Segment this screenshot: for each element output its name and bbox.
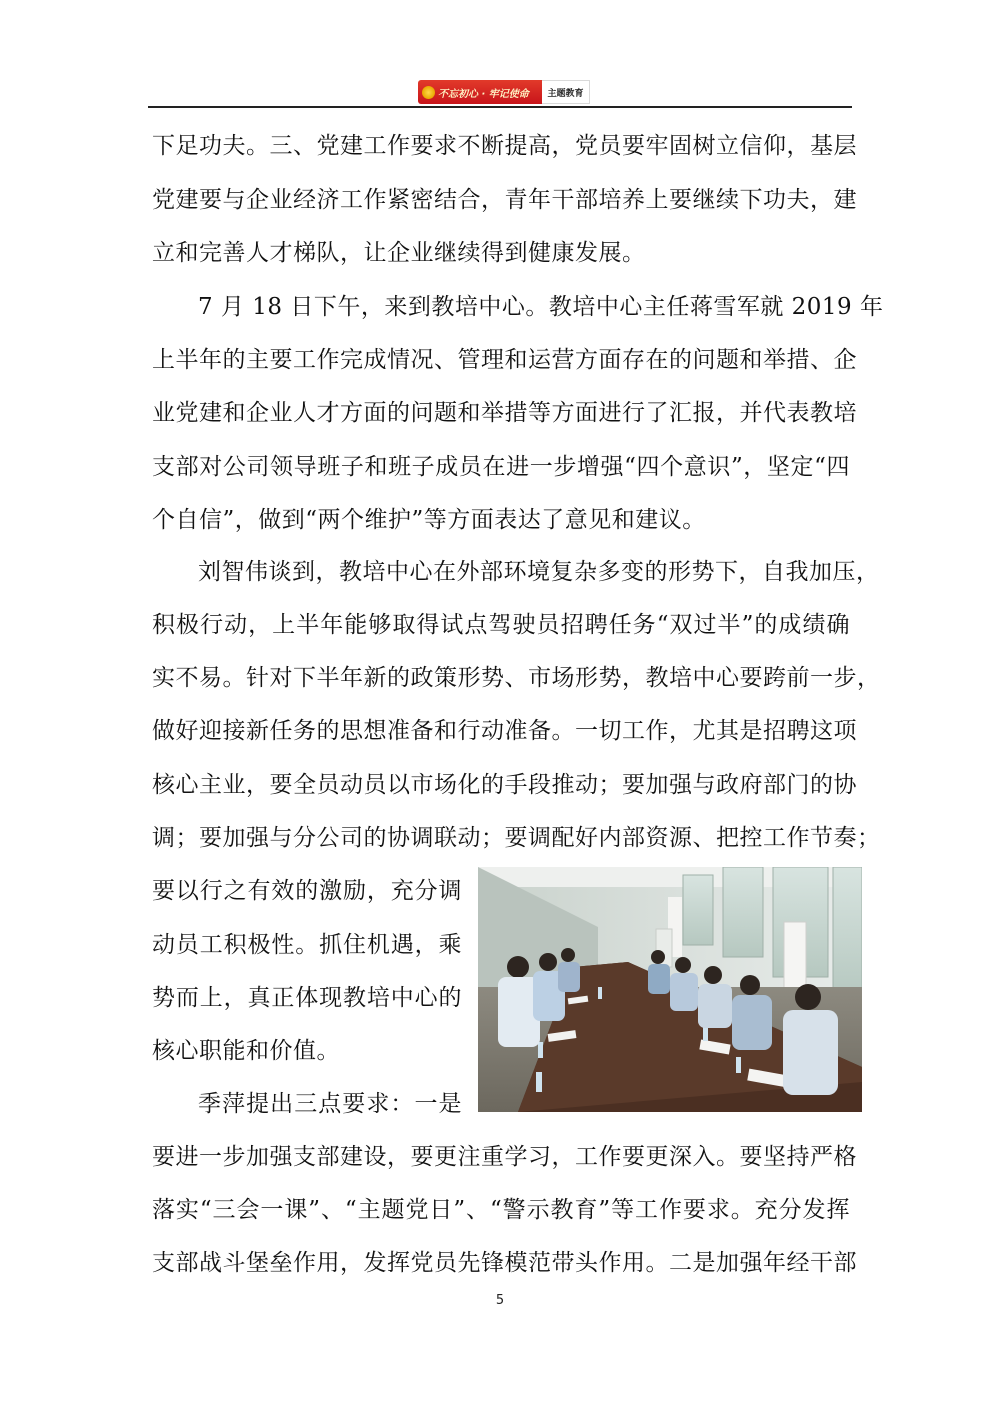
- text-line: 动员工积极性。抓住机遇，乘: [152, 932, 462, 958]
- banner-tag: 主题教育: [542, 80, 590, 104]
- text-line: 个自信”，做到“两个维护”等方面表达了意见和建议。: [152, 507, 706, 533]
- text-line: 积极行动，上半年能够取得试点驾驶员招聘任务“双过半”的成绩确: [152, 612, 850, 638]
- text-line: 做好迎接新任务的思想准备和行动准备。一切工作，尤其是招聘这项: [152, 718, 857, 744]
- text-line: 季萍提出三点要求：一是: [198, 1091, 462, 1117]
- text-line: 支部对公司领导班子和班子成员在进一步增强“四个意识”，坚定“四: [152, 454, 850, 480]
- text-line: 业党建和企业人才方面的问题和举措等方面进行了汇报，并代表教培: [152, 400, 857, 426]
- header-divider: [148, 106, 852, 108]
- text-line: 实不易。针对下半年新的政策形势、市场形势，教培中心要跨前一步，: [152, 665, 881, 691]
- text-line: 7 月 18 日下午，来到教培中心。教培中心主任蒋雪军就 2019 年: [198, 294, 884, 320]
- banner-slogan-area: [418, 80, 542, 104]
- text-line: 调；要加强与分公司的协调联动；要调配好内部资源、把控工作节奏；: [152, 825, 881, 851]
- text-line: 上半年的主要工作完成情况、管理和运营方面存在的问题和举措、企: [152, 347, 857, 373]
- text-line: 要进一步加强支部建设，要更注重学习，工作要更深入。要坚持严格: [152, 1144, 857, 1170]
- banner-slogan: 不忘初心 · 牢记使命: [438, 88, 529, 100]
- meeting-photo: [478, 867, 862, 1112]
- text-line: 支部战斗堡垒作用，发挥党员先锋模范带头作用。二是加强年经干部: [152, 1250, 857, 1276]
- text-line: 下足功夫。三、党建工作要求不断提高，党员要牢固树立信仰，基层: [152, 133, 857, 159]
- header-banner: [418, 80, 590, 104]
- text-line: 落实“三会一课”、“主题党日”、“警示教育”等工作要求。充分发挥: [152, 1197, 850, 1223]
- text-line: 立和完善人才梯队，让企业继续得到健康发展。: [152, 240, 646, 266]
- text-line: 核心职能和价值。: [152, 1038, 340, 1064]
- text-line: 核心主业，要全员动员以市场化的手段推动；要加强与政府部门的协: [152, 772, 857, 798]
- text-line: 党建要与企业经济工作紧密结合，青年干部培养上要继续下功夫，建: [152, 187, 857, 213]
- text-line: 势而上，真正体现教培中心的: [152, 985, 462, 1011]
- text-line: 刘智伟谈到，教培中心在外部环境复杂多变的形势下，自我加压，: [198, 559, 880, 585]
- party-emblem-icon: [422, 86, 435, 99]
- text-line: 要以行之有效的激励，充分调: [152, 878, 462, 904]
- page-number: 5: [495, 1293, 505, 1308]
